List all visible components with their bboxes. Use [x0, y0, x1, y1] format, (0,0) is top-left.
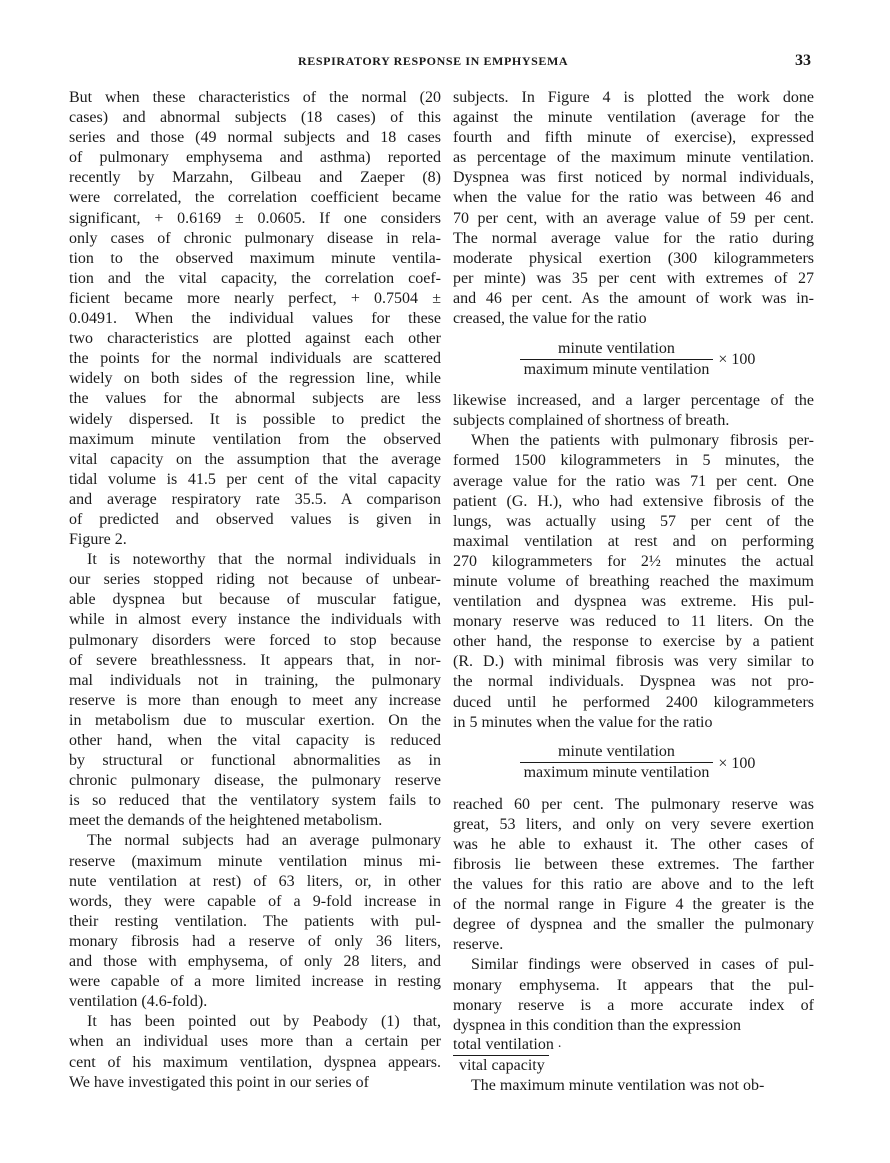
fraction-numerator: total ventilation — [453, 1036, 554, 1054]
text-line: 70 per cent, with an average value of 59 per cent. — [453, 209, 814, 227]
text-line: It has been pointed out by Peabody (1) that, — [87, 1013, 441, 1031]
text-line: recently by Marzahn, Gilbeau and Zaeper (8) — [69, 169, 441, 187]
multiplier: × 100 — [718, 754, 756, 772]
text-line: only cases of chronic pulmonary disease in rela- — [69, 229, 441, 247]
text-line: subjects. In Figure 4 is plotted the work done — [453, 89, 814, 106]
fraction — [520, 339, 714, 380]
text-line: meet the demands of the heightened metabolism. — [69, 812, 383, 830]
fraction-denominator: vital capacity — [453, 1055, 549, 1076]
text-line: moderate physical exertion (300 kilogrammeters — [453, 249, 814, 267]
text-line: The normal average value for the ratio during — [453, 229, 814, 247]
text-line: of severe breathlessness. It appears that, in nor- — [69, 651, 441, 669]
fraction-denominator: maximum minute ventilation — [520, 359, 714, 380]
text-line: while in almost every instance the individuals with — [69, 611, 441, 629]
ratio-formula — [453, 735, 814, 791]
text-line: duced until he performed 2400 kilogrammeters — [453, 693, 814, 711]
text-line: widely on both sides of the regression line, while — [69, 370, 441, 388]
text-line: their resting ventilation. The patients with pul- — [69, 912, 441, 930]
text-line: when the value for the ratio was between 46 and — [453, 189, 814, 207]
paragraph-block — [453, 88, 814, 329]
text-line: (R. D.) with minimal fibrosis was very similar to — [453, 653, 814, 671]
text-line: and average respiratory rate 35.5. A comparison — [69, 490, 441, 508]
page-number: 33 — [795, 52, 811, 69]
fraction-numerator: minute ventilation — [558, 339, 675, 357]
text-line: series and those (49 normal subjects and 18 cases — [69, 129, 441, 147]
text-line: 0.0491. When the individual values for these — [69, 310, 441, 328]
text-line: other hand, when the vital capacity is reduced — [69, 732, 441, 749]
text-line: in 5 minutes when the value for the ratio — [453, 713, 713, 731]
text-line: great, 53 liters, and only on very severe exertion — [453, 815, 814, 833]
text-line: of the normal range in Figure 4 the greater is the — [453, 896, 814, 914]
text-line: and 46 per cent. As the amount of work was in- — [453, 289, 814, 307]
text-line: degree of dyspnea and the smaller the pulmonary — [453, 916, 814, 934]
text-line: and those with emphysema, of only 28 liters, and — [69, 953, 441, 971]
fraction-numerator: minute ventilation — [558, 743, 675, 761]
text-line: monary reserve was reduced to 11 liters. On the — [453, 613, 814, 631]
text-line: The normal subjects had an average pulmonary — [87, 832, 441, 850]
text-line: Dyspnea was first noticed by normal individuals, — [453, 169, 814, 187]
text-line: per minte) was 35 per cent with extremes of 27 — [453, 269, 814, 287]
paragraph-block — [453, 391, 814, 733]
text-line: cent of his maximum ventilation, dyspnea appears. — [69, 1053, 441, 1071]
text-line: Figure 2. — [69, 531, 127, 549]
text-line: our series stopped riding not because of unbear- — [69, 571, 441, 589]
text-line: The maximum minute ventilation was not ob- — [471, 1077, 765, 1095]
multiplier: × 100 — [718, 351, 756, 369]
text-line: creased, the value for the ratio — [453, 310, 647, 328]
text-line: words, they were capable of a 9-fold increase in — [69, 892, 441, 910]
text-line: the points for the normal individuals are scattered — [69, 350, 441, 368]
text-line: ventilation (4.6-fold). — [69, 993, 208, 1011]
ratio-formula — [453, 331, 814, 387]
text-line: ventilation and dyspnea was extreme. His pul- — [453, 593, 814, 611]
text-line: subjects complained of shortness of breath. — [453, 412, 730, 430]
text-line: monary emphysema. It appears that the pul- — [453, 976, 814, 994]
text-line: monary fibrosis had a reserve of only 36 liters, — [69, 932, 441, 950]
text-line: significant, + 0.6169 ± 0.0605. If one considers — [69, 209, 441, 227]
text-line: by structural or functional abnormalities as in — [69, 752, 441, 770]
text-line: when an individual uses more than a certain per — [69, 1033, 441, 1051]
text-line: in metabolism due to muscular exertion. On the — [69, 711, 441, 729]
left-column — [69, 88, 441, 1093]
text-line: was he able to exhaust it. The other cases of — [453, 835, 814, 853]
text-line: patient (G. H.), who had extensive fibrosis of the — [453, 492, 814, 510]
text-line: We have investigated this point in our series of — [69, 1073, 369, 1091]
text-line: dyspnea in this condition than the expression — [453, 1016, 741, 1034]
text-line: reserve (maximum minute ventilation minus mi- — [69, 852, 441, 870]
trailing-period: . — [557, 1035, 562, 1051]
text-line: is so reduced that the ventilatory system fails to — [69, 792, 441, 810]
text-line: pulmonary disorders were forced to stop because — [69, 631, 441, 649]
text-line: fourth and fifth minute of exercise), expressed — [453, 129, 814, 147]
fraction-denominator: maximum minute ventilation — [520, 762, 714, 783]
text-line: likewise increased, and a larger percentage of the — [453, 392, 814, 410]
text-line: When the patients with pulmonary fibrosis per- — [471, 432, 814, 450]
text-line: as percentage of the maximum minute ventilation. — [453, 149, 814, 167]
text-line: the values for this ratio are above and to the left — [453, 876, 814, 894]
text-line: vital capacity on the assumption that the average — [69, 450, 441, 468]
text-line: the values for the abnormal subjects are less — [69, 390, 441, 408]
fraction — [520, 742, 714, 783]
text-line: maximal ventilation at rest and on performing — [453, 532, 814, 550]
text-line: tidal volume is 41.5 per cent of the vital capacity — [69, 470, 441, 488]
text-line: cases) and abnormal subjects (18 cases) of this — [69, 109, 441, 127]
text-line: were capable of a more limited increase in resting — [69, 973, 441, 991]
text-line: chronic pulmonary disease, the pulmonary reserve — [69, 772, 441, 790]
text-line: widely dispersed. It is possible to predict the — [69, 410, 441, 428]
text-line: It is noteworthy that the normal individuals in — [87, 551, 441, 569]
text-line: nute ventilation at rest) of 63 liters, or, in other — [69, 872, 441, 890]
text-line: 270 kilogrammeters for 2½ minutes the actual — [453, 552, 814, 570]
text-line: other hand, the response to exercise by a patient — [453, 633, 814, 651]
running-title: RESPIRATORY RESPONSE IN EMPHYSEMA — [298, 54, 569, 68]
text-line: mal individuals not in training, the pulmonary — [69, 671, 441, 689]
text-line: of pulmonary emphysema and asthma) reported — [69, 149, 441, 167]
text-line: ficient became more nearly perfect, + 0.7504 ± — [69, 289, 441, 307]
text-line: But when these characteristics of the normal (20 — [69, 89, 441, 106]
text-line: the normal individuals. Dyspnea was not pro- — [453, 673, 814, 691]
text-line: reached 60 per cent. The pulmonary reserve was — [453, 795, 814, 813]
text-line: average value for the ratio was 71 per cent. One — [453, 472, 814, 490]
text-line: minute volume of breathing reached the maximum — [453, 572, 814, 590]
right-column — [453, 88, 814, 1096]
paragraph-block — [453, 795, 814, 1036]
paragraph-block — [453, 1076, 814, 1096]
text-line: two characteristics are plotted against each other — [69, 330, 441, 348]
text-line: reserve is more than enough to meet any increase — [69, 691, 441, 709]
inline-expression — [453, 1036, 814, 1076]
running-head — [0, 52, 890, 72]
text-line: maximum minute ventilation from the observed — [69, 430, 441, 448]
text-line: were correlated, the correlation coefficient became — [69, 189, 441, 207]
inline-fraction — [453, 1035, 554, 1076]
text-line: of predicted and observed values is given in — [69, 510, 441, 528]
text-line: tion to the observed maximum minute ventila- — [69, 249, 441, 267]
text-line: able dyspnea but because of muscular fatigue, — [69, 591, 441, 609]
text-line: against the minute ventilation (average for the — [453, 109, 814, 127]
text-line: Similar findings were observed in cases of pul- — [471, 956, 814, 974]
text-line: monary reserve is a more accurate index of — [453, 996, 814, 1014]
text-line: fibrosis lie between these extremes. The farther — [453, 856, 814, 873]
text-line: formed 1500 kilogrammeters in 5 minutes, the — [453, 452, 814, 470]
text-line: reserve. — [453, 936, 504, 954]
text-line: lungs, was actually using 57 per cent of the — [453, 512, 814, 530]
text-line: tion and the vital capacity, the correlation coef- — [69, 269, 441, 287]
